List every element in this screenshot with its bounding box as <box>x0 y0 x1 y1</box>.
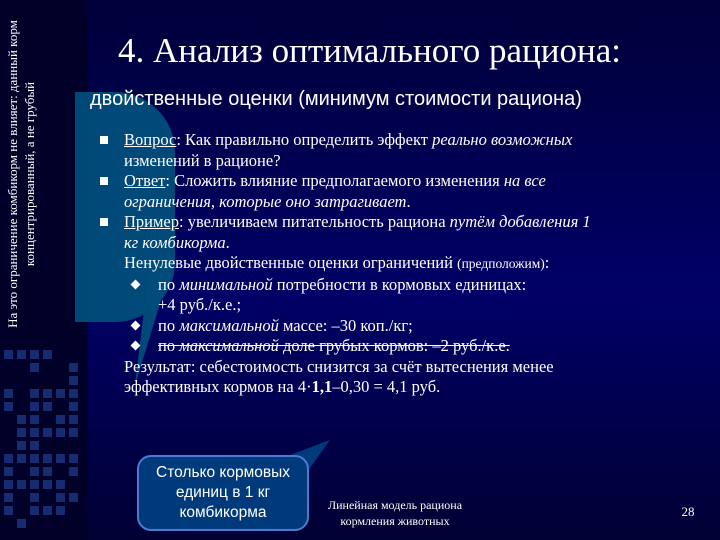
bullet-text-line2: ограничения, которые оно затрагивает <box>124 191 407 211</box>
square-bullet-icon <box>100 136 108 144</box>
footer-text: Линейная модель рациона кормления животных <box>327 498 463 528</box>
bullet-italic: на все <box>503 171 546 190</box>
diamond-bullet-icon <box>131 320 141 330</box>
sub-bullet-pre: по <box>158 274 180 294</box>
bullet-text: : Как правильно определить эффект <box>176 130 433 149</box>
sub-bullet-italic: максимальной <box>179 336 279 355</box>
bottom-callout <box>137 455 309 531</box>
sub-bullet-post: массе: –30 коп./кг; <box>278 315 413 335</box>
sub-bullet-italic: минимальной <box>179 274 273 294</box>
sub-bullet-line2: +4 руб./к.е.; <box>158 295 242 314</box>
result-line2-bold: 1,1 <box>311 377 333 396</box>
bullet-question <box>100 130 700 171</box>
result-line2-pre: эффективных кормов на 4· <box>124 377 312 396</box>
bullet-answer <box>100 171 700 212</box>
result-line1: Результат: себестоимость снизится за счёт вытеснения менее <box>124 356 554 376</box>
bullet-text-line2: изменений в рационе? <box>124 150 281 170</box>
page-number: 28 <box>681 504 695 519</box>
square-bullet-icon <box>100 218 108 226</box>
dual-intro-text: Ненулевые двойственные оценки ограничений <box>124 253 458 272</box>
bullet-period: . <box>225 232 230 252</box>
sub-bullet-mass <box>100 316 700 337</box>
sidebar-note-container <box>4 4 80 344</box>
dual-intro <box>100 253 700 275</box>
diamond-bullet-icon <box>131 279 141 289</box>
bullet-label: Вопрос <box>124 130 177 149</box>
result-line2-post: –0,30 = 4,1 руб. <box>332 377 441 396</box>
bottom-callout-text: Столько кормовых единиц в 1 кг комбикорма <box>156 464 290 521</box>
slide-content <box>100 130 700 398</box>
bullet-italic: путём добавления 1 <box>449 212 591 231</box>
bullet-text-line2: кг комбикорма <box>124 232 226 252</box>
dual-intro-small: (предположим) <box>457 256 545 271</box>
bullet-label: Пример <box>124 212 180 231</box>
bullet-period: . <box>406 191 411 211</box>
bullet-text: : увеличиваем питательность рациона <box>179 212 450 231</box>
bullet-label: Ответ <box>124 171 166 190</box>
sidebar-note: На это ограничение комбикорм не влияет: данный корм концентрированный, а не грубый <box>5 20 37 328</box>
bullet-text: : Сложить влияние предполагаемого изменения <box>165 171 504 190</box>
dual-intro-end: : <box>544 253 550 272</box>
bullet-italic: реально возможных <box>432 130 573 149</box>
sub-bullet-pre: по <box>158 336 180 355</box>
square-bullet-icon <box>100 177 108 185</box>
sub-bullet-post: потребности в кормовых единицах: <box>272 274 527 294</box>
sub-bullet-post: доле грубых кормов: –2 руб./к.е. <box>278 336 510 355</box>
sub-bullet-pre: по <box>158 315 180 335</box>
sub-bullet-italic: максимальной <box>179 315 279 335</box>
sub-bullet-rough <box>100 336 700 357</box>
slide-subtitle: двойственные оценки (минимум стоимости рациона) <box>90 88 582 110</box>
bullet-example <box>100 212 700 253</box>
slide-title: 4. Анализ оптимального рациона: <box>118 31 622 70</box>
diamond-bullet-icon <box>131 341 141 351</box>
sub-bullet-min <box>100 275 700 316</box>
result <box>100 357 700 398</box>
